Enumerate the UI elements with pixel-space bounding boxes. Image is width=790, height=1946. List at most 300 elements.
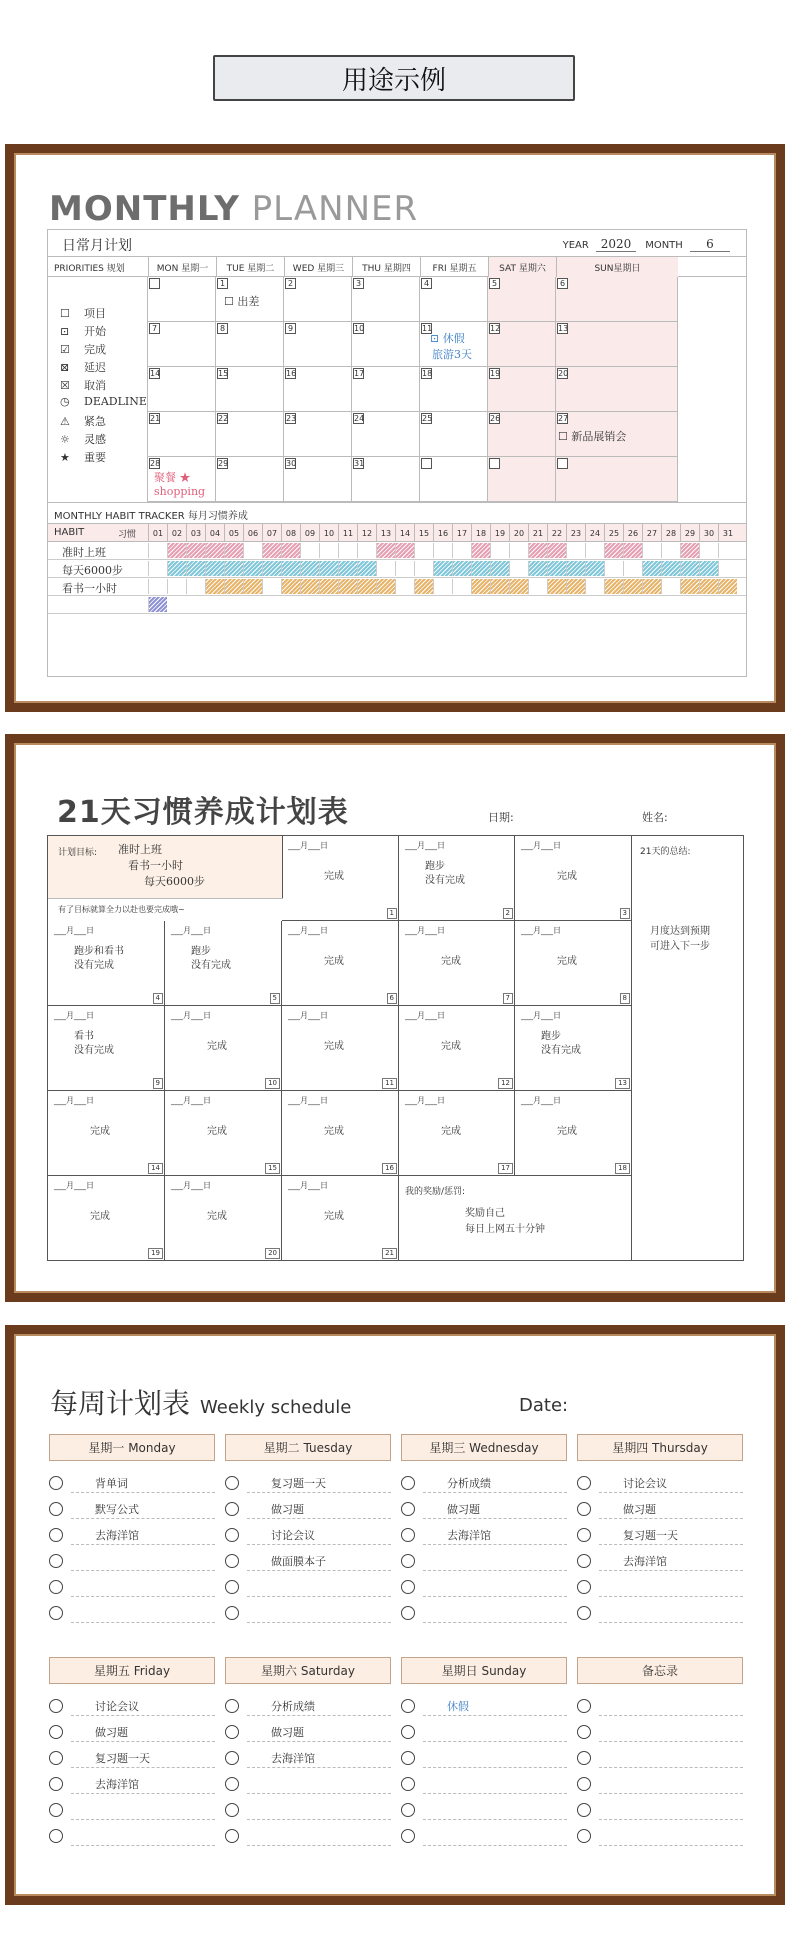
calendar-cell[interactable]: [148, 457, 216, 502]
task-line: [599, 1596, 743, 1597]
habit-check-cell[interactable]: [566, 579, 585, 594]
calendar-cell[interactable]: [148, 322, 216, 367]
date-number: 8: [217, 323, 228, 334]
calendar-cell[interactable]: [284, 412, 352, 457]
weekly-task-row[interactable]: [577, 1600, 743, 1626]
weekly-task-row[interactable]: [577, 1823, 743, 1849]
habit-check-cell[interactable]: [376, 579, 395, 594]
task-checkbox-circle[interactable]: [225, 1829, 239, 1843]
habit-check-cell[interactable]: [357, 561, 376, 576]
habit-check-cell[interactable]: [585, 579, 604, 594]
weekly-task-row[interactable]: [401, 1797, 567, 1823]
day-cell[interactable]: [48, 1091, 165, 1176]
task-line: [599, 1570, 743, 1571]
habit-day: 07: [262, 524, 281, 542]
habit-check-cell[interactable]: [224, 561, 243, 576]
habit-check-cell[interactable]: [509, 543, 528, 558]
habit-check-cell[interactable]: [642, 543, 661, 558]
habit-check-cell[interactable]: [528, 561, 547, 576]
task-checkbox-circle[interactable]: [577, 1751, 591, 1765]
task-checkbox-circle[interactable]: [225, 1725, 239, 1739]
day-cell[interactable]: [282, 1176, 399, 1261]
task-checkbox-circle[interactable]: [577, 1829, 591, 1843]
habit-check-cell[interactable]: [718, 561, 737, 576]
task-checkbox-circle[interactable]: [49, 1528, 63, 1542]
day-cell[interactable]: [515, 836, 632, 921]
month-day-blank: ___月___日: [288, 1011, 328, 1020]
task-checkbox-circle[interactable]: [49, 1699, 63, 1713]
task-text: 去海洋馆: [623, 1555, 667, 1568]
month-day-blank: ___月___日: [288, 926, 328, 935]
day-cell[interactable]: [282, 836, 399, 921]
task-checkbox-circle[interactable]: [401, 1528, 415, 1542]
day-cell[interactable]: [515, 1091, 632, 1176]
calendar-cell[interactable]: [420, 322, 488, 367]
weekly-task-row[interactable]: [401, 1548, 567, 1574]
task-checkbox-circle[interactable]: [225, 1502, 239, 1516]
habit-check-cell[interactable]: [148, 597, 167, 612]
day-cell[interactable]: [399, 836, 515, 921]
task-checkbox-circle[interactable]: [49, 1580, 63, 1594]
weekly-task-row[interactable]: [577, 1470, 743, 1496]
habit-check-cell[interactable]: [604, 561, 623, 576]
calendar-cell[interactable]: [352, 412, 420, 457]
day-number: 12: [498, 1078, 513, 1089]
task-checkbox-circle[interactable]: [401, 1699, 415, 1713]
warning-icon: ⚠: [60, 414, 70, 428]
task-checkbox-circle[interactable]: [49, 1725, 63, 1739]
habit-check-cell[interactable]: [680, 579, 699, 594]
calendar-cell[interactable]: [488, 412, 556, 457]
weekly-task-row[interactable]: [49, 1693, 215, 1719]
task-checkbox-circle[interactable]: [577, 1528, 591, 1542]
weekly-task-row[interactable]: [401, 1574, 567, 1600]
task-checkbox-circle[interactable]: [401, 1829, 415, 1843]
day-number: 16: [382, 1163, 397, 1174]
day-cell[interactable]: [515, 1006, 632, 1091]
day-number: 2: [503, 908, 513, 919]
calendar-cell[interactable]: [148, 367, 216, 412]
habit-day: 02: [167, 524, 186, 542]
weekly-task-row[interactable]: [225, 1600, 391, 1626]
weekly-task-row[interactable]: [225, 1574, 391, 1600]
task-checkbox-circle[interactable]: [577, 1502, 591, 1516]
task-checkbox-circle[interactable]: [49, 1829, 63, 1843]
habit-check-cell[interactable]: [623, 579, 642, 594]
calendar-cell[interactable]: [556, 412, 678, 457]
month-day-blank: ___月___日: [54, 1011, 94, 1020]
habit-check-cell[interactable]: [452, 543, 471, 558]
habit-check-cell[interactable]: [262, 579, 281, 594]
weekly-task-row[interactable]: [577, 1548, 743, 1574]
task-checkbox-circle[interactable]: [401, 1476, 415, 1490]
task-checkbox-circle[interactable]: [577, 1606, 591, 1620]
habit-check-cell[interactable]: [148, 579, 167, 594]
habit-check-cell[interactable]: [300, 561, 319, 576]
habit-check-cell[interactable]: [661, 579, 680, 594]
task-checkbox-circle[interactable]: [577, 1777, 591, 1791]
date-number: [557, 458, 568, 469]
weekly-task-row[interactable]: [49, 1797, 215, 1823]
habit-check-cell[interactable]: [167, 561, 186, 576]
task-checkbox-circle[interactable]: [577, 1699, 591, 1713]
habit-check-cell[interactable]: [395, 579, 414, 594]
month-day-blank: ___月___日: [405, 841, 445, 850]
habit-check-cell[interactable]: [224, 579, 243, 594]
day-cell[interactable]: [399, 921, 515, 1006]
habit-check-cell[interactable]: [338, 543, 357, 558]
habit-check-cell[interactable]: [395, 561, 414, 576]
habit-check-cell[interactable]: [433, 543, 452, 558]
habit-check-cell[interactable]: [300, 579, 319, 594]
task-checkbox-circle[interactable]: [225, 1606, 239, 1620]
task-checkbox-circle[interactable]: [225, 1528, 239, 1542]
weekly-task-row[interactable]: [577, 1745, 743, 1771]
weekly-task-row[interactable]: [577, 1522, 743, 1548]
habit-check-cell[interactable]: [699, 543, 718, 558]
habit-check-cell[interactable]: [623, 543, 642, 558]
habit-check-cell[interactable]: [471, 561, 490, 576]
weekly-task-row[interactable]: [225, 1797, 391, 1823]
habit-check-cell[interactable]: [357, 579, 376, 594]
weekly-task-row[interactable]: [401, 1522, 567, 1548]
habit-day: 04: [205, 524, 224, 542]
task-checkbox-circle[interactable]: [225, 1699, 239, 1713]
task-checkbox-circle[interactable]: [401, 1803, 415, 1817]
task-checkbox-circle[interactable]: [49, 1777, 63, 1791]
habit-day: 24: [585, 524, 604, 542]
day-note-line-1: 完成: [557, 871, 577, 882]
habit-check-cell[interactable]: [661, 561, 680, 576]
date-number: 19: [490, 369, 501, 378]
task-checkbox-circle[interactable]: [225, 1580, 239, 1594]
day-cell[interactable]: [165, 1006, 282, 1091]
habit-check-cell[interactable]: [262, 543, 281, 558]
habit-check-cell[interactable]: [642, 579, 661, 594]
day-cell[interactable]: [282, 1091, 399, 1176]
weekly-task-row[interactable]: [49, 1719, 215, 1745]
calendar-cell[interactable]: [488, 367, 556, 412]
habit-check-cell[interactable]: [433, 561, 452, 576]
habit-check-cell[interactable]: [414, 579, 433, 594]
habit-check-cell[interactable]: [661, 543, 680, 558]
habit-check-cell[interactable]: [148, 561, 167, 576]
day-cell[interactable]: [165, 1091, 282, 1176]
habit-check-cell[interactable]: [528, 579, 547, 594]
habit-check-cell[interactable]: [414, 561, 433, 576]
weekly-task-row[interactable]: [49, 1600, 215, 1626]
calendar-cell[interactable]: [420, 457, 488, 502]
task-checkbox-circle[interactable]: [49, 1751, 63, 1765]
task-checkbox-circle[interactable]: [49, 1476, 63, 1490]
task-line: [71, 1596, 215, 1597]
habit-check-cell[interactable]: [642, 561, 661, 576]
day-cell[interactable]: [282, 1006, 399, 1091]
day-note-line-1: 看书: [74, 1031, 94, 1042]
day-note: [324, 955, 344, 969]
calendar-cell[interactable]: [284, 457, 352, 502]
year-label: YEAR: [562, 240, 589, 251]
calendar-cell[interactable]: [556, 457, 678, 502]
calendar-cell[interactable]: [556, 322, 678, 367]
day-note-line-1: 跑步: [191, 946, 211, 957]
habit-check-cell[interactable]: [281, 579, 300, 594]
day-cell[interactable]: [399, 1006, 515, 1091]
calendar-cell[interactable]: [216, 277, 284, 322]
weekly-task-row[interactable]: [225, 1823, 391, 1849]
day-cell[interactable]: [515, 921, 632, 1006]
task-line: [247, 1544, 391, 1545]
habit-check-cell[interactable]: [205, 579, 224, 594]
day-number: 4: [153, 993, 163, 1004]
habit-check-cell[interactable]: [376, 561, 395, 576]
weekly-task-row[interactable]: [401, 1693, 567, 1719]
habit-check-cell[interactable]: [262, 561, 281, 576]
calendar-cell[interactable]: [488, 457, 556, 502]
calendar-cell[interactable]: [148, 277, 216, 322]
habit-check-cell[interactable]: [452, 561, 471, 576]
weekly-task-row[interactable]: [49, 1548, 215, 1574]
day-cell[interactable]: [165, 921, 282, 1006]
task-checkbox-circle[interactable]: [401, 1751, 415, 1765]
task-line: [599, 1741, 743, 1742]
habit-check-cell[interactable]: [452, 579, 471, 594]
weekly-task-row[interactable]: [577, 1719, 743, 1745]
habit-check-cell[interactable]: [167, 579, 186, 594]
day-cell[interactable]: [399, 1091, 515, 1176]
weekly-task-row[interactable]: [225, 1719, 391, 1745]
habit-check-cell[interactable]: [699, 579, 718, 594]
weekly-task-row[interactable]: [401, 1496, 567, 1522]
weekly-task-row[interactable]: [49, 1574, 215, 1600]
day-note: [207, 1125, 227, 1139]
habit-check-cell[interactable]: [680, 543, 699, 558]
weekly-task-row[interactable]: [225, 1771, 391, 1797]
habit-check-cell[interactable]: [566, 561, 585, 576]
calendar-cell[interactable]: [420, 277, 488, 322]
weekly-task-row[interactable]: [49, 1522, 215, 1548]
calendar-cell[interactable]: [216, 412, 284, 457]
day-cell[interactable]: [48, 921, 165, 1006]
habit-check-cell[interactable]: [148, 543, 167, 558]
day-cell[interactable]: [165, 1176, 282, 1261]
habit-check-cell[interactable]: [281, 543, 300, 558]
task-checkbox-circle[interactable]: [225, 1751, 239, 1765]
task-line: [247, 1767, 391, 1768]
calendar-cell[interactable]: [352, 277, 420, 322]
day-note: [324, 1210, 344, 1224]
weekly-task-row[interactable]: [577, 1496, 743, 1522]
weekly-column-header: 备忘录: [577, 1657, 743, 1684]
legend-label: 开始: [84, 325, 106, 338]
habit-check-cell[interactable]: [699, 561, 718, 576]
habit-check-cell[interactable]: [205, 543, 224, 558]
weekly-task-row[interactable]: [401, 1719, 567, 1745]
task-checkbox-circle[interactable]: [401, 1725, 415, 1739]
task-checkbox-circle[interactable]: [401, 1606, 415, 1620]
date-number: 27: [558, 414, 569, 423]
day-cell[interactable]: [282, 921, 399, 1006]
goal-label: 计划目标:: [58, 848, 98, 858]
calendar-cell[interactable]: [556, 277, 678, 322]
habit-check-cell[interactable]: [357, 543, 376, 558]
calendar-cell[interactable]: [352, 322, 420, 367]
calendar-cell[interactable]: [420, 412, 488, 457]
habit-check-cell[interactable]: [490, 561, 509, 576]
habit-check-cell[interactable]: [167, 543, 186, 558]
weekly-task-row[interactable]: [49, 1771, 215, 1797]
weekly-task-row[interactable]: [49, 1823, 215, 1849]
habit-check-cell[interactable]: [528, 543, 547, 558]
calendar-cell[interactable]: [488, 322, 556, 367]
task-text: 做面膜本子: [271, 1555, 326, 1568]
task-checkbox-circle[interactable]: [577, 1725, 591, 1739]
task-checkbox-circle[interactable]: [401, 1554, 415, 1568]
habit-label-cn: 习惯: [118, 530, 137, 540]
calendar-cell[interactable]: [420, 367, 488, 412]
day-number: 18: [615, 1163, 630, 1174]
habit-check-cell[interactable]: [509, 561, 528, 576]
weekly-task-row[interactable]: [401, 1823, 567, 1849]
weekly-task-row[interactable]: [225, 1496, 391, 1522]
habit-check-cell[interactable]: [319, 561, 338, 576]
task-checkbox-circle[interactable]: [49, 1502, 63, 1516]
habit-check-cell[interactable]: [585, 543, 604, 558]
task-line: [247, 1793, 391, 1794]
weekly-task-row[interactable]: [577, 1693, 743, 1719]
habit-check-cell[interactable]: [585, 561, 604, 576]
habit-check-cell[interactable]: [471, 543, 490, 558]
calendar-cell[interactable]: [352, 367, 420, 412]
weekly-task-row[interactable]: [401, 1470, 567, 1496]
habit-check-cell[interactable]: [623, 561, 642, 576]
calendar-cell[interactable]: [284, 277, 352, 322]
habit-check-cell[interactable]: [604, 543, 623, 558]
habit-check-cell[interactable]: [547, 561, 566, 576]
habit-check-cell[interactable]: [243, 579, 262, 594]
day-cell[interactable]: [48, 1006, 165, 1091]
weekly-task-row[interactable]: [401, 1745, 567, 1771]
weekly-column-header: 星期六 Saturday: [225, 1657, 391, 1684]
habit-check-cell[interactable]: [205, 561, 224, 576]
weekly-task-row[interactable]: [225, 1470, 391, 1496]
task-line: [71, 1767, 215, 1768]
weekly-task-row[interactable]: [49, 1745, 215, 1771]
habit-check-cell[interactable]: [243, 543, 262, 558]
date-number: 15: [218, 369, 229, 378]
habit-check-cell[interactable]: [186, 543, 205, 558]
calendar-cell[interactable]: [284, 322, 352, 367]
date-number: 3: [353, 278, 364, 289]
weekly-task-row[interactable]: [225, 1745, 391, 1771]
weekly-task-row[interactable]: [225, 1693, 391, 1719]
task-checkbox-circle[interactable]: [49, 1803, 63, 1817]
legend-row: [60, 377, 106, 393]
habit-check-cell[interactable]: [471, 579, 490, 594]
task-line: [247, 1819, 391, 1820]
habit-check-cell[interactable]: [338, 561, 357, 576]
task-checkbox-circle[interactable]: [225, 1777, 239, 1791]
task-checkbox-circle[interactable]: [577, 1803, 591, 1817]
habit-check-cell[interactable]: [300, 543, 319, 558]
habit-check-cell[interactable]: [547, 543, 566, 558]
task-checkbox-circle[interactable]: [225, 1554, 239, 1568]
habit-check-cell[interactable]: [186, 579, 205, 594]
habit-check-cell[interactable]: [319, 543, 338, 558]
weekly-task-row[interactable]: [225, 1548, 391, 1574]
calendar-cell[interactable]: [488, 277, 556, 322]
weekly-task-row[interactable]: [577, 1771, 743, 1797]
summary-text: [650, 924, 710, 954]
weekly-schedule-board: [5, 1325, 785, 1905]
calendar-cell[interactable]: [284, 367, 352, 412]
habit-check-cell[interactable]: [338, 579, 357, 594]
habit-check-cell[interactable]: [490, 543, 509, 558]
habit-check-cell[interactable]: [718, 579, 737, 594]
habit-check-cell[interactable]: [395, 543, 414, 558]
t21-grid: [47, 835, 744, 1261]
habit-check-cell[interactable]: [490, 579, 509, 594]
calendar-cell[interactable]: [556, 367, 678, 412]
weekly-task-row[interactable]: [577, 1797, 743, 1823]
habit-check-cell[interactable]: [604, 579, 623, 594]
weekly-task-row[interactable]: [49, 1470, 215, 1496]
priorities-legend: [48, 277, 148, 502]
habit-check-cell[interactable]: [566, 543, 585, 558]
habit-check-cell[interactable]: [718, 543, 737, 558]
day-note: [74, 1030, 114, 1058]
task-checkbox-circle[interactable]: [401, 1502, 415, 1516]
calendar-cell[interactable]: [216, 367, 284, 412]
habit-check-cell[interactable]: [414, 543, 433, 558]
calendar-cell[interactable]: [216, 457, 284, 502]
habit-check-cell[interactable]: [243, 561, 262, 576]
weekly-task-row[interactable]: [401, 1771, 567, 1797]
weekly-task-row[interactable]: [577, 1574, 743, 1600]
habit-check-cell[interactable]: [319, 579, 338, 594]
weekly-task-row[interactable]: [49, 1496, 215, 1522]
task-checkbox-circle[interactable]: [577, 1580, 591, 1594]
habit-check-cell[interactable]: [547, 579, 566, 594]
habit-header: [48, 524, 746, 542]
habit-check-cell[interactable]: [224, 543, 243, 558]
month-day-blank: ___月___日: [288, 1181, 328, 1190]
weekly-task-row[interactable]: [225, 1522, 391, 1548]
task-line: [423, 1492, 567, 1493]
task-checkbox-circle[interactable]: [401, 1580, 415, 1594]
habit-check-cell[interactable]: [281, 561, 300, 576]
task-checkbox-circle[interactable]: [577, 1554, 591, 1568]
calendar-cell[interactable]: [352, 457, 420, 502]
weekly-task-row[interactable]: [401, 1600, 567, 1626]
task-checkbox-circle[interactable]: [401, 1777, 415, 1791]
habit-check-cell[interactable]: [433, 579, 452, 594]
task-checkbox-circle[interactable]: [225, 1803, 239, 1817]
task-checkbox-circle[interactable]: [49, 1554, 63, 1568]
habit-check-cell[interactable]: [186, 561, 205, 576]
calendar-cell[interactable]: [216, 322, 284, 367]
day-note-line-2: 没有完成: [74, 960, 114, 971]
task-checkbox-circle[interactable]: [49, 1606, 63, 1620]
habit-check-cell[interactable]: [680, 561, 699, 576]
task-checkbox-circle[interactable]: [577, 1476, 591, 1490]
task-checkbox-circle[interactable]: [225, 1476, 239, 1490]
habit-check-cell[interactable]: [376, 543, 395, 558]
month-day-blank: ___月___日: [54, 926, 94, 935]
day-cell[interactable]: [48, 1176, 165, 1261]
habit-check-cell[interactable]: [509, 579, 528, 594]
calendar-cell[interactable]: [148, 412, 216, 457]
